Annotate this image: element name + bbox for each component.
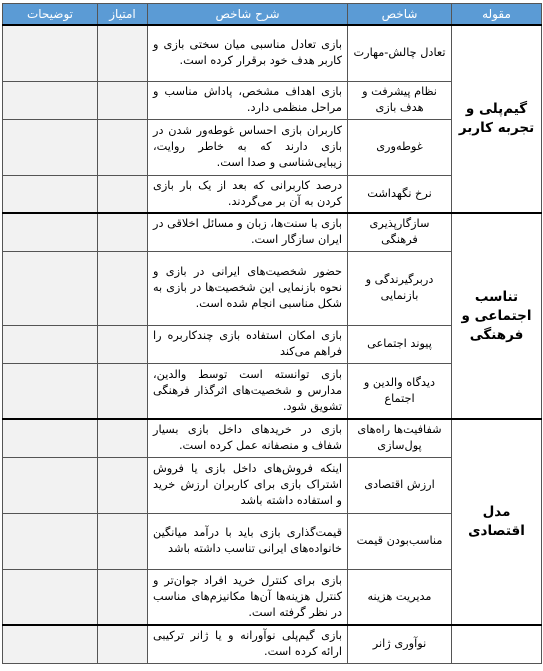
category-cell [452,625,542,663]
notes-cell [3,569,98,625]
indicator-cell: دیدگاه والدین و اجتماع [348,363,452,419]
description-cell: کاربران بازی احساس غوطه‌ور شدن در بازی دارند که به خاطر روایت، زیبایی‌شناسی و صدا است. [148,119,348,175]
notes-cell [3,513,98,569]
evaluation-table [2,3,542,664]
table-row [3,419,542,457]
indicator-cell: تعادل چالش-مهارت [348,25,452,81]
score-cell [98,569,148,625]
notes-cell [3,251,98,325]
description-cell: بازی با سنت‌ها، زبان و مسائل اخلاقی در ایران سازگار است. [148,213,348,251]
header-row [3,4,542,26]
description-cell: حضور شخصیت‌های ایرانی در بازی و نحوه بازنمایی این شخصیت‌ها در بازی به شکل مناسبی انجام شده است. [148,251,348,325]
description-cell: بازی گیم‌پلی نوآورانه و یا ژانر ترکیبی ارائه کرده است. [148,625,348,663]
notes-cell [3,81,98,119]
score-cell [98,363,148,419]
table-body [3,25,542,663]
description-cell: بازی در خریدهای داخل بازی بسیار شفاف و منصفانه عمل کرده است. [148,419,348,457]
score-cell [98,175,148,213]
category-cell: مدل اقتصادی [452,419,542,625]
score-cell [98,457,148,513]
description-cell: بازی برای کنترل خرید افراد جوان‌تر و کنترل هزینه‌ها آن‌ها مکانیزم‌های مناسب در نظر گرفته است. [148,569,348,625]
header-notes: توضیحات [3,4,98,26]
header-score: امتیاز [98,4,148,26]
score-cell [98,25,148,81]
description-cell: بازی تعادل مناسبی میان سختی بازی و کاربر هدف خود برقرار کرده است. [148,25,348,81]
description-cell: بازی امکان استفاده بازی چندکاربره را فراهم می‌کند [148,325,348,363]
notes-cell [3,213,98,251]
score-cell [98,325,148,363]
description-cell: بازی اهداف مشخص، پاداش مناسب و مراحل منظمی دارد. [148,81,348,119]
score-cell [98,419,148,457]
notes-cell [3,419,98,457]
score-cell [98,625,148,663]
notes-cell [3,119,98,175]
score-cell [98,513,148,569]
indicator-cell: ارزش اقتصادی [348,457,452,513]
description-cell: درصد کاربرانی که بعد از یک بار بازی کردن به آن بر می‌گردند. [148,175,348,213]
indicator-cell: مدیریت هزینه [348,569,452,625]
indicator-cell: شفافیت‌ها راه‌های پول‌سازی [348,419,452,457]
description-cell: قیمت‌گذاری بازی باید با درآمد میانگین خانواده‌های ایرانی تناسب داشته باشد [148,513,348,569]
table-row [3,25,542,81]
score-cell [98,119,148,175]
notes-cell [3,25,98,81]
notes-cell [3,325,98,363]
table-row [3,213,542,251]
category-cell: گیم‌پلی و تجربه کاربر [452,25,542,213]
indicator-cell: غوطه‌وری [348,119,452,175]
score-cell [98,213,148,251]
notes-cell [3,363,98,419]
table-row [3,625,542,663]
description-cell: بازی توانسته است توسط والدین، مدارس و شخصیت‌های اثرگذار فرهنگی تشویق شود. [148,363,348,419]
indicator-cell: نرخ نگهداشت [348,175,452,213]
indicator-cell: نوآوری ژانر [348,625,452,663]
score-cell [98,81,148,119]
indicator-cell: پیوند اجتماعی [348,325,452,363]
header-description: شرح شاخص [148,4,348,26]
notes-cell [3,175,98,213]
notes-cell [3,457,98,513]
score-cell [98,251,148,325]
indicator-cell: دربرگیرندگی و بازنمایی [348,251,452,325]
description-cell: اینکه فروش‌های داخل بازی یا فروش اشتراک بازی برای کاربران ارزش خرید و استفاده داشته باشد [148,457,348,513]
header-category: مقوله [452,4,542,26]
category-cell: تناسب اجتماعی و فرهنگی [452,213,542,419]
indicator-cell: مناسب‌بودن قیمت [348,513,452,569]
header-indicator: شاخص [348,4,452,26]
indicator-cell: سازگارپذیری فرهنگی [348,213,452,251]
notes-cell [3,625,98,663]
indicator-cell: نظام پیشرفت و هدف بازی [348,81,452,119]
